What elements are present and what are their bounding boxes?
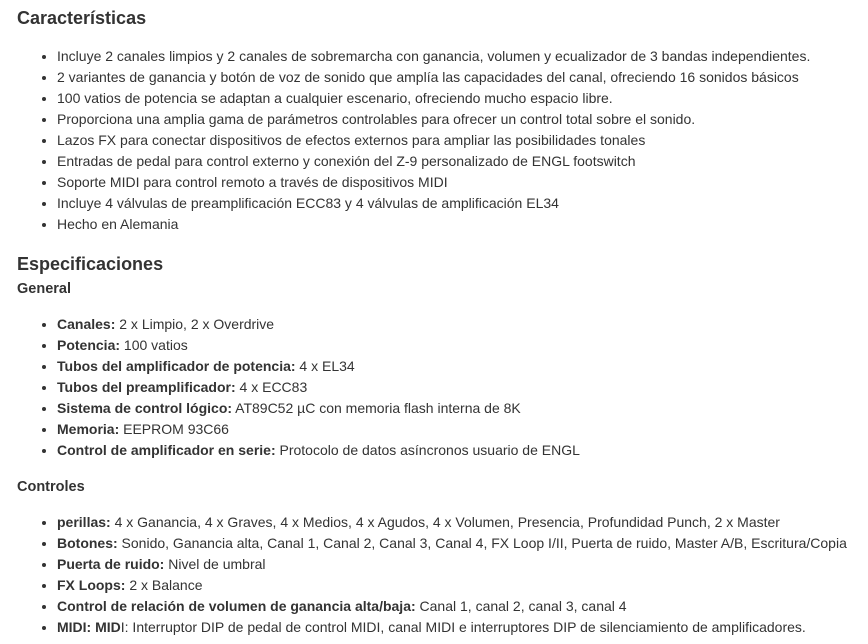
- spec-label: Control de relación de volumen de ganancia alta/baja:: [57, 598, 416, 614]
- spec-item: [57, 575, 868, 596]
- list-item: • Incluye 2 canales limpios y 2 canales de sobremarcha con ganancia, volumen y ecualizador de 3 bandas independientes.: [57, 46, 868, 67]
- especificaciones-heading: Especificaciones: [17, 254, 164, 274]
- spec-value: Protocolo de datos asíncronos usuario de ENGL: [275, 442, 580, 458]
- spec-value: Sonido, Ganancia alta, Canal 1, Canal 2, Canal 3, Canal 4, FX Loop I/II, Puerta de ruido, Master A/B, Escritura/Copia: [117, 535, 847, 551]
- spec-item: [57, 617, 868, 638]
- spec-item: [57, 554, 868, 575]
- spec-value: Nivel de umbral: [164, 556, 266, 572]
- spec-value: 100 vatios: [120, 337, 188, 353]
- spec-label: FX Loops:: [57, 577, 126, 593]
- list-item: • 2 variantes de ganancia y botón de voz de sonido que amplía las capacidades del canal, ofreciendo 16 sonidos básicos: [57, 67, 868, 88]
- spec-label: Sistema de control lógico:: [57, 400, 233, 416]
- list-item: • Incluye 4 válvulas de preamplificación ECC83 y 4 válvulas de amplificación EL34: [57, 193, 868, 214]
- list-item: • Entradas de pedal para control externo y conexión del Z-9 personalizado de ENGL footswitch: [57, 151, 868, 172]
- spec-item: [57, 356, 868, 377]
- spec-label: Puerta de ruido:: [57, 556, 165, 572]
- spec-value: 2 x Balance: [125, 577, 203, 593]
- caracteristicas-heading: Características: [17, 8, 147, 28]
- spec-label: perillas:: [57, 514, 111, 530]
- spec-value: EEPROM 93C66: [119, 421, 229, 437]
- spec-item: [57, 377, 868, 398]
- list-item: • Proporciona una amplia gama de parámetros controlables para ofrecer un control total sobre el sonido.: [57, 109, 868, 130]
- list-item: • Soporte MIDI para control remoto a través de dispositivos MIDI: [57, 172, 868, 193]
- spec-label: Potencia:: [57, 337, 121, 353]
- spec-item: [57, 398, 868, 419]
- spec-item: [57, 533, 868, 554]
- spec-label: Canales:: [57, 316, 116, 332]
- caracteristicas-list: [17, 46, 868, 235]
- controles-spec-list: [17, 512, 868, 638]
- list-item: • Hecho en Alemania: [57, 214, 868, 235]
- spec-value: AT89C52 µC con memoria flash interna de 8K: [232, 400, 521, 416]
- spec-item: [57, 335, 868, 356]
- spec-item: [57, 440, 868, 461]
- spec-value: 4 x Ganancia, 4 x Graves, 4 x Medios, 4 x Agudos, 4 x Volumen, Presencia, Profundidad Punch, 2 x Master: [110, 514, 780, 530]
- spec-value: 4 x ECC83: [235, 379, 308, 395]
- spec-item: [57, 512, 868, 533]
- spec-item: [57, 596, 868, 617]
- spec-label: Tubos del amplificador de potencia:: [57, 358, 296, 374]
- general-subheading: General: [17, 281, 71, 297]
- spec-label: Memoria:: [57, 421, 120, 437]
- controles-subheading: Controles: [17, 479, 85, 495]
- general-spec-list: [17, 314, 868, 461]
- spec-value: Canal 1, canal 2, canal 3, canal 4: [415, 598, 627, 614]
- spec-label: Botones:: [57, 535, 118, 551]
- spec-value: 2 x Limpio, 2 x Overdrive: [115, 316, 275, 332]
- spec-label: MIDI: MID: [57, 619, 121, 635]
- spec-item: [57, 419, 868, 440]
- spec-value: I: Interruptor DIP de pedal de control MIDI, canal MIDI e interruptores DIP de silenciamiento de amplificadores.: [120, 619, 806, 635]
- spec-item: [57, 314, 868, 335]
- spec-label: Tubos del preamplificador:: [57, 379, 236, 395]
- list-item: • Lazos FX para conectar dispositivos de efectos externos para ampliar las posibilidades tonales: [57, 130, 868, 151]
- list-item: • 100 vatios de potencia se adaptan a cualquier escenario, ofreciendo mucho espacio libre.: [57, 88, 868, 109]
- spec-value: 4 x EL34: [295, 358, 355, 374]
- spec-label: Control de amplificador en serie:: [57, 442, 276, 458]
